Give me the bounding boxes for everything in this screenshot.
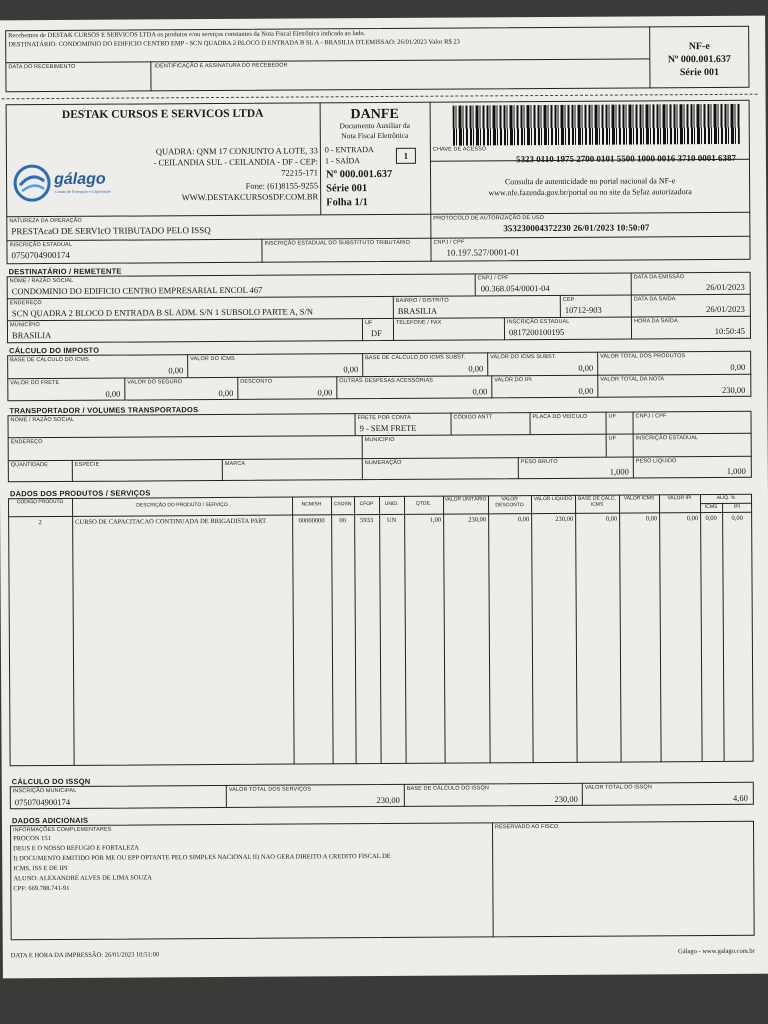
row-icms-value: 0,00 bbox=[645, 515, 658, 523]
logo-tagline: Centro de Formação e Capacitação bbox=[55, 188, 112, 195]
danfe-exit-option: 1 - SAÍDA bbox=[324, 156, 361, 166]
col-cfop: CFOP bbox=[359, 501, 374, 508]
stub-nfe-series: Série 001 bbox=[679, 66, 720, 79]
antt-code-label: CÓDIGO ANTT bbox=[453, 414, 493, 421]
services-total: 230,00 bbox=[376, 794, 400, 806]
municipal-registration: 0750704900174 bbox=[14, 796, 71, 808]
invoice-total: 230,00 bbox=[721, 384, 746, 395]
row-ipi-value: 0,00 bbox=[686, 515, 699, 523]
other-expenses-label: OUTRAS DESPESAS ACESSÓRIAS bbox=[339, 377, 433, 385]
row-unit: UN bbox=[386, 516, 397, 524]
recipient-uf: DF bbox=[370, 328, 382, 339]
col-icms-value: VALOR ICMS bbox=[623, 495, 655, 502]
recipient-uf-label: UF bbox=[364, 320, 373, 327]
recipient-cep: 10712-903 bbox=[564, 304, 602, 315]
recipient-city-label: MUNICÍPIO bbox=[9, 322, 40, 329]
recipient-section-title: DESTINATÁRIO / REMETENTE bbox=[8, 266, 122, 277]
products-section-title: DADOS DOS PRODUTOS / SERVIÇOS bbox=[9, 488, 151, 499]
insurance-label: VALOR DO SEGURO bbox=[127, 379, 183, 386]
col-unit-price: VALOR UNITÁRIO bbox=[444, 496, 487, 503]
issuer-website: WWW.DESTAKCURSOSDF.COM.BR bbox=[181, 191, 319, 203]
danfe-document bbox=[0, 16, 768, 979]
recipient-district: BRASILIA bbox=[397, 305, 438, 316]
info-line: ALUNO: ALEXANDRE ALVES DE LIMA SOUZA bbox=[13, 874, 152, 883]
col-rates: ALÍQ. % bbox=[716, 494, 736, 501]
exit-time: 10:50:45 bbox=[714, 325, 746, 336]
volume-brand-label: MARCA bbox=[224, 460, 246, 467]
danfe-series: Série 001 bbox=[326, 183, 368, 195]
carrier-uf2-label: UF bbox=[608, 435, 617, 442]
logo-wordmark: gálago bbox=[54, 170, 106, 189]
danfe-subtitle-2: Nota Fiscal Eletrônica bbox=[341, 130, 409, 141]
stub-nfe-title: NF-e bbox=[688, 41, 710, 53]
recipient-address: SCN QUADRA 2 BLOCO D ENTRADA B SL ADM. S/N 1 SUBSOLO PARTE A, S/N bbox=[11, 306, 314, 319]
carrier-address-label: ENDEREÇO bbox=[10, 439, 43, 446]
col-unit: UNID. bbox=[384, 500, 399, 507]
discount-value: 0,00 bbox=[317, 387, 333, 398]
exit-date-label: DATA DA SAÍDA bbox=[633, 296, 676, 303]
row-net: 230,00 bbox=[555, 515, 574, 523]
icms-value: 0,00 bbox=[343, 364, 359, 375]
freight-value: 0,00 bbox=[105, 388, 121, 399]
col-net: VALOR LÍQUIDO bbox=[533, 495, 573, 503]
col-discount: VALOR DESCONTO bbox=[495, 496, 524, 509]
net-weight: 1,000 bbox=[726, 465, 746, 476]
issqn-total: 4,60 bbox=[732, 792, 748, 803]
carrier-section-title: TRANSPORTADOR / VOLUMES TRANSPORTADOS bbox=[9, 405, 199, 416]
icms-st-value: 0,00 bbox=[578, 362, 594, 373]
issuer-address-3: 72215-171 bbox=[281, 167, 319, 178]
recipient-cnpj: 00.368.054/0001-04 bbox=[480, 282, 550, 294]
discount-label: DESCONTO bbox=[240, 378, 273, 385]
issuer-cnpj-label: CNPJ / CPF bbox=[433, 239, 465, 246]
row-discount: 0,00 bbox=[517, 516, 530, 524]
recipient-cnpj-label: CNPJ / CPF bbox=[477, 275, 509, 282]
products-total: 0,00 bbox=[730, 361, 746, 372]
exit-time-label: HORA DA SAÍDA bbox=[633, 318, 678, 325]
operation-nature: PRESTAcaO DE SERVIcO TRIBUTADO PELO ISSQ bbox=[11, 225, 211, 237]
complementary-info-label: INFORMAÇÕES COMPLEMENTARES bbox=[13, 826, 112, 834]
protocol-label: PROTOCOLO DE AUTORIZAÇÃO DE USO bbox=[433, 215, 545, 222]
info-line: DEUS E O NOSSO REFUGIO E FORTALEZA bbox=[13, 844, 140, 853]
carrier-uf-label: UF bbox=[608, 413, 617, 420]
row-code: 2 bbox=[38, 519, 42, 527]
row-csosn: 00 bbox=[339, 517, 346, 525]
net-weight-label: PESO LÍQUIDO bbox=[635, 458, 677, 465]
access-key-value: 5323 0110 1975 2700 0101 5500 1000 0016 3710 0001 6387 bbox=[515, 152, 736, 165]
issuer-cnpj: 10.197.527/0001-01 bbox=[446, 247, 520, 258]
volume-qty-label: QUANTIDADE bbox=[10, 462, 48, 469]
row-rate-ipi: 0,00 bbox=[731, 514, 743, 522]
info-line: CPF: 669.788.741-91 bbox=[13, 884, 70, 893]
icms-st-base: 0,00 bbox=[468, 363, 484, 374]
recipient-cep-label: CEP bbox=[562, 296, 575, 303]
row-ncm: 00000000 bbox=[298, 517, 325, 525]
recipient-city: BRASILIA bbox=[11, 330, 52, 341]
recipient-phone-label: TELEFONE / FAX bbox=[395, 319, 442, 326]
ipi-value: 0,00 bbox=[578, 385, 594, 396]
row-icms-base: 0,00 bbox=[605, 515, 618, 523]
additional-section-title: DADOS ADICIONAIS bbox=[11, 815, 89, 826]
issuer-ie-label: INSCRIÇÃO ESTADUAL bbox=[9, 241, 72, 249]
authenticity-text-1: Consulta de autenticidade no portal nacional da NF-e bbox=[504, 176, 676, 187]
exit-date: 26/01/2023 bbox=[706, 303, 745, 315]
info-line: PROCON 151 bbox=[13, 835, 51, 843]
gross-weight-label: PESO BRUTO bbox=[520, 458, 558, 466]
protocol-value: 353230004372230 26/01/2023 10:50:07 bbox=[503, 222, 650, 234]
carrier-city-label: MUNICÍPIO bbox=[364, 436, 395, 444]
access-key-label: CHAVE DE ACESSO bbox=[432, 146, 487, 153]
col-icms-base: BASE DE CÁLC. ICMS bbox=[578, 495, 616, 508]
ipi-label: VALOR DO IPI bbox=[494, 377, 532, 384]
carrier-name-label: NOME / RAZÃO SOCIAL bbox=[10, 416, 75, 424]
other-expenses-value: 0,00 bbox=[472, 386, 488, 397]
issuer-address-1: QUADRA: QNM 17 CONJUNTO A LOTE, 33 bbox=[155, 145, 318, 157]
info-line: ICMS, ISS E DE IPI bbox=[13, 864, 68, 873]
icms-base: 0,00 bbox=[168, 365, 184, 376]
info-line: I) DOCUMENTO EMITIDO POR ME OU EPP OPTANTE PELO SIMPLES NACIONAL II) NAO GERA DIREITO A CREDITO FISCAL DE bbox=[13, 852, 391, 863]
danfe-subtitle-1: Documento Auxiliar da bbox=[339, 120, 410, 131]
col-csosn: CSOSN bbox=[333, 501, 352, 508]
row-qty: 1,00 bbox=[429, 516, 442, 524]
col-description: DESCRIÇÃO DO PRODUTO / SERVIÇO bbox=[136, 501, 228, 509]
recipient-name-label: NOME / RAZÃO SOCIAL bbox=[9, 277, 74, 285]
danfe-number: Nº 000.001.637 bbox=[325, 168, 393, 181]
row-rate-icms: 0,00 bbox=[705, 514, 717, 523]
freight-label: VALOR DO FRETE bbox=[10, 379, 60, 387]
volume-species-label: ESPÉCIE bbox=[74, 461, 100, 468]
tax-section-title: CÁLCULO DO IMPOSTO bbox=[9, 345, 100, 356]
invoice-total-label: VALOR TOTAL DA NOTA bbox=[600, 376, 665, 383]
receipt-date-label: DATA DO RECEBIMENTO bbox=[8, 63, 76, 71]
issuer-phone: Fone: (61)8155-9255 bbox=[245, 180, 319, 191]
issuer-address-2: - CEILANDIA SUL - CEILANDIA - DF - CEP: bbox=[153, 156, 318, 168]
col-rate-icms: ICMS bbox=[704, 503, 718, 511]
danfe-entry-option: 0 - ENTRADA bbox=[324, 145, 374, 155]
municipal-registration-label: INSCRIÇÃO MUNICIPAL bbox=[12, 787, 77, 795]
danfe-type-box: 1 bbox=[396, 148, 416, 164]
products-total-label: VALOR TOTAL DOS PRODUTOS bbox=[600, 353, 686, 360]
receipt-text-2: DESTINATÁRIO: CONDOMINIO DO EDIFICIO CENTRO EMP - SCN QUADRA 2 BLOCO D ENTRADA B SL A - BRASILIA DT.EMISSAO: 26/01/2023 Valor R$ 23 bbox=[8, 38, 460, 49]
insurance-value: 0,00 bbox=[218, 387, 234, 399]
recipient-district-label: BAIRRO / DISTRITO bbox=[395, 297, 449, 304]
services-total-label: VALOR TOTAL DOS SERVIÇOS bbox=[228, 786, 312, 793]
icms-value-label: VALOR DO ICMS bbox=[190, 355, 235, 363]
issqn-section-title: CÁLCULO DO ISSQN bbox=[11, 776, 91, 787]
footer-brand: Gálago - www.galago.com.br bbox=[678, 947, 755, 956]
carrier-ie-label: INSCRIÇÃO ESTADUAL bbox=[635, 435, 699, 442]
issqn-base: 230,00 bbox=[554, 793, 578, 804]
operation-nature-label: NATUREZA DA OPERAÇÃO bbox=[9, 217, 82, 225]
issue-date-label: DATA DA EMISSÃO bbox=[633, 274, 685, 281]
row-description: CURSO DE CAPACITACAO CONTINUADA DE BRIGADISTA PART bbox=[75, 517, 267, 526]
recipient-address-label: ENDEREÇO bbox=[9, 300, 42, 307]
col-rate-ipi: IPI bbox=[733, 503, 741, 510]
issqn-total-label: VALOR TOTAL DO ISSQN bbox=[584, 784, 652, 791]
col-ncm: NCM/SH bbox=[301, 501, 322, 508]
col-ipi-value: VALOR IPI bbox=[667, 495, 692, 502]
danfe-title: DANFE bbox=[350, 106, 399, 123]
access-key-barcode bbox=[453, 104, 740, 146]
print-datetime: DATA E HORA DA IMPRESSÃO: 26/01/2023 10:51:00 bbox=[10, 951, 160, 960]
row-cfop: 5933 bbox=[360, 517, 374, 525]
recipient-ie-label: INSCRIÇÃO ESTADUAL bbox=[506, 318, 570, 326]
col-code: CÓDIGO PRODUTO bbox=[16, 498, 64, 506]
receipt-text-1: Recebemos de DESTAK CURSOS E SERVICOS LTDA os produtos e/ou serviços constantes da Nota Fiscal Eletrônica indicada ao lado. bbox=[8, 30, 366, 40]
issuer-name: DESTAK CURSOS E SERVICOS LTDA bbox=[61, 107, 264, 121]
col-qty: QTDE. bbox=[415, 500, 432, 507]
recipient-ie: 0817200100195 bbox=[508, 326, 565, 338]
issqn-base-label: BASE DE CÁLCULO DO ISSQN bbox=[406, 785, 489, 792]
carrier-cnpj-label: CNPJ / CPF bbox=[635, 413, 667, 420]
icms-st-value-label: VALOR DO ICMS SUBST. bbox=[490, 353, 557, 361]
stub-nfe-number: Nº 000.001.637 bbox=[667, 53, 731, 66]
danfe-page: Folha 1/1 bbox=[326, 197, 368, 209]
issuer-ie: 0750704900174 bbox=[11, 249, 71, 261]
gross-weight: 1,000 bbox=[609, 466, 629, 477]
issuer-iest-label: INSCRIÇÃO ESTADUAL DO SUBSTITUTO TRIBUTÁRIO bbox=[264, 239, 411, 247]
recipient-name: CONDOMINIO DO EDIFICIO CENTRO EMPRESARIAL ENCOL 467 bbox=[11, 284, 263, 297]
row-unit-price: 230,00 bbox=[468, 516, 487, 524]
galago-logo-icon bbox=[12, 163, 52, 203]
fisco-reserved-label: RESERVADO AO FISCO bbox=[495, 823, 559, 831]
receipt-signature-label: IDENTIFICAÇÃO E ASSINATURA DO RECEBEDOR bbox=[154, 62, 288, 70]
authenticity-text-2: www.nfe.fazenda.gov.br/portal ou no site da Sefaz autorizadora bbox=[488, 187, 692, 198]
volume-number-label: NUMERAÇÃO bbox=[364, 459, 402, 467]
issue-date: 26/01/2023 bbox=[705, 281, 745, 293]
vehicle-plate-label: PLACA DO VEÍCULO bbox=[532, 413, 588, 421]
icms-base-label: BASE DE CÁLCULO DO ICMS bbox=[10, 356, 89, 364]
freight-mode-label: FRETE POR CONTA bbox=[357, 414, 411, 422]
icms-st-base-label: BASE DE CÁLCULO DO ICMS SUBST. bbox=[365, 354, 466, 362]
freight-mode: 9 - SEM FRETE bbox=[359, 422, 417, 434]
